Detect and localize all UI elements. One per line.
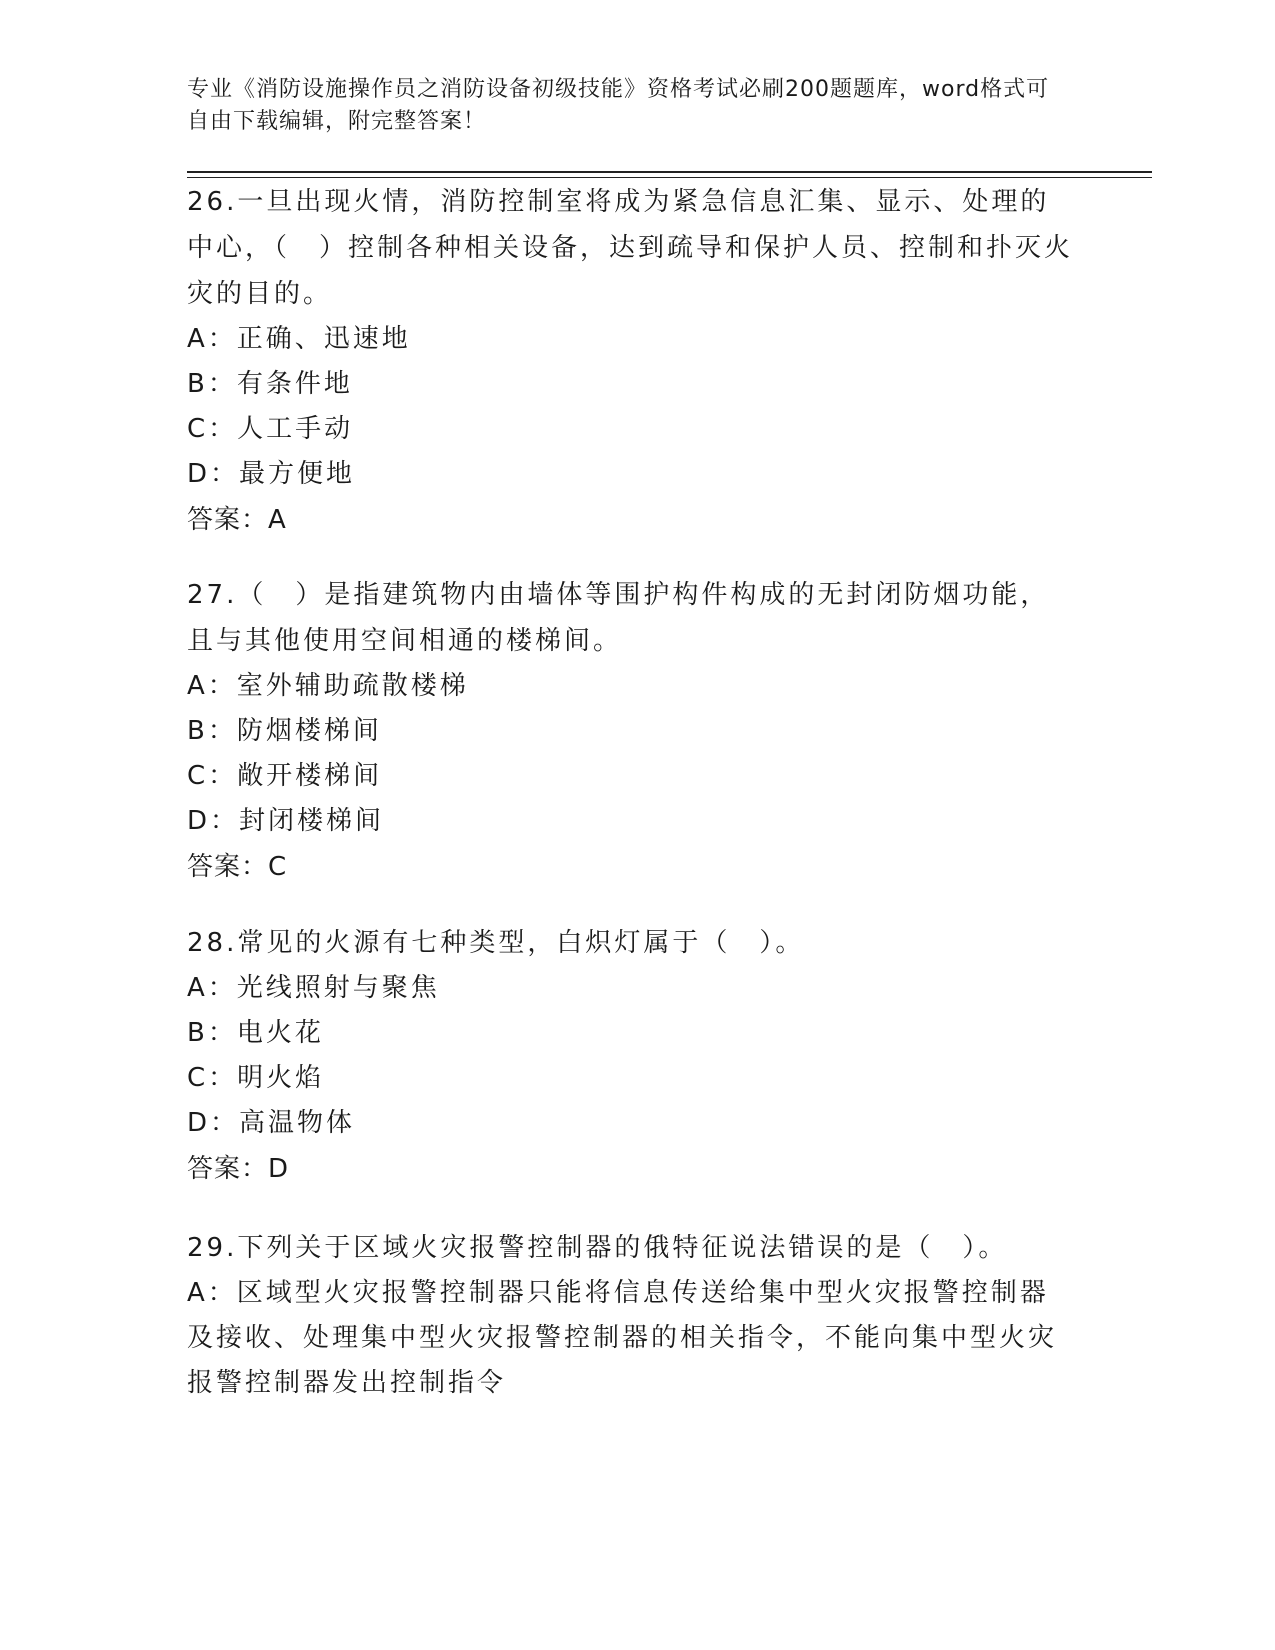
document-header: 专业《消防设施操作员之消防设备初级技能》资格考试必刷200题题库，word格式可自由下载编辑，附完整答案！ bbox=[187, 77, 1050, 134]
option-d: D：最方便地 bbox=[187, 459, 356, 489]
question-26 bbox=[187, 179, 1077, 543]
header-divider-bottom bbox=[187, 177, 1152, 178]
option-a: A：正确、迅速地 bbox=[187, 324, 411, 354]
option-b: B：有条件地 bbox=[187, 369, 353, 399]
question-stem: 26.一旦出现火情，消防控制室将成为紧急信息汇集、显示、处理的中心，（ ）控制各种相关设备，达到疏导和保护人员、控制和扑灭火灾的目的。 bbox=[187, 187, 1074, 309]
option-c: C：人工手动 bbox=[187, 414, 354, 444]
question-27 bbox=[187, 572, 1077, 890]
header-divider-top bbox=[187, 171, 1152, 173]
answer-line: 答案：D bbox=[187, 1154, 290, 1184]
question-stem: 27.（ ）是指建筑物内由墙体等围护构件构成的无封闭防烟功能，且与其他使用空间相通的楼梯间。 bbox=[187, 580, 1050, 656]
option-b: B：电火花 bbox=[187, 1018, 324, 1048]
answer-line: 答案：C bbox=[187, 852, 288, 882]
option-a: A：光线照射与聚焦 bbox=[187, 973, 440, 1003]
option-c: C：敞开楼梯间 bbox=[187, 761, 383, 791]
question-28 bbox=[187, 920, 1077, 1192]
option-d: D：封闭楼梯间 bbox=[187, 806, 385, 836]
option-d: D：高温物体 bbox=[187, 1108, 356, 1138]
question-stem: 29.下列关于区域火灾报警控制器的俄特征说法错误的是（ ）。 bbox=[187, 1233, 1008, 1263]
question-stem: 28.常见的火源有七种类型，白炽灯属于（ ）。 bbox=[187, 928, 805, 958]
option-c: C：明火焰 bbox=[187, 1063, 325, 1093]
option-a: A：室外辅助疏散楼梯 bbox=[187, 671, 469, 701]
question-29 bbox=[187, 1225, 1077, 1406]
answer-line: 答案：A bbox=[187, 505, 287, 535]
option-b: B：防烟楼梯间 bbox=[187, 716, 382, 746]
option-a: A：区域型火灾报警控制器只能将信息传送给集中型火灾报警控制器及接收、处理集中型火灾报警控制器的相关指令，不能向集中型火灾报警控制器发出控制指令 bbox=[187, 1278, 1058, 1398]
